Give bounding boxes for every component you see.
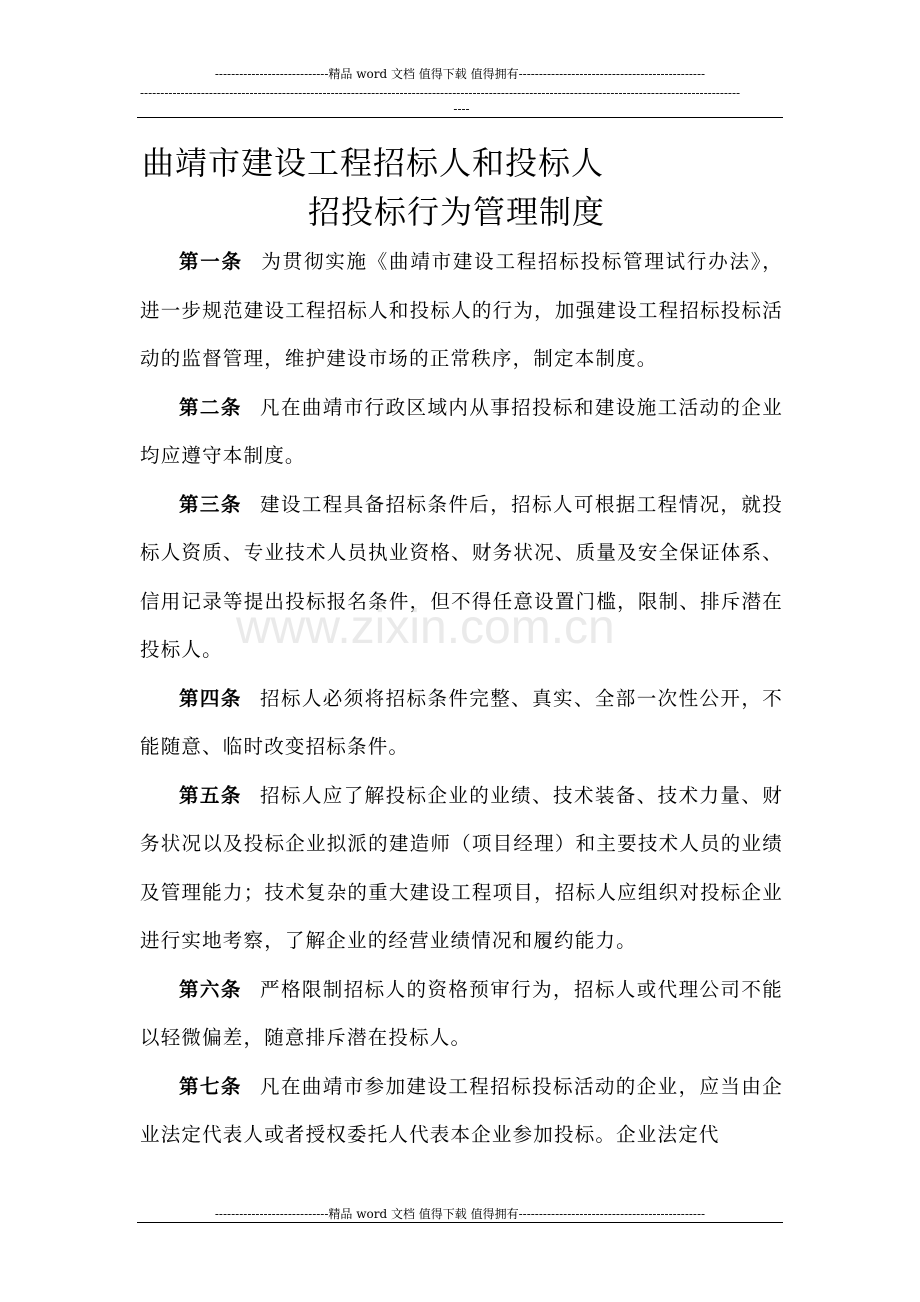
page-header-dashes: ---------------------------------------------------------------------------------------------------------------------------------------------------- xyxy=(140,86,741,100)
footer-divider xyxy=(137,1222,783,1223)
watermark: www.zixin.com.cn xyxy=(236,601,615,654)
document-body xyxy=(140,238,783,1160)
article-heading: 第三条 xyxy=(179,492,242,516)
article-text: 凡在曲靖市参加建设工程招标投标活动的企业，应当由企业法定代表人或者授权委托人代表本企业参加投标。企业法定代 xyxy=(140,1074,783,1146)
article-text: 招标人必须将招标条件完整、真实、全部一次性公开，不能随意、临时改变招标条件。 xyxy=(140,686,783,758)
page-footer-text: ----------------------------精品 word 文档 值得下载 值得拥有---------------------------------------------- xyxy=(214,1207,706,1221)
article-heading: 第四条 xyxy=(179,686,242,710)
article-7 xyxy=(140,1063,783,1160)
article-text: 招标人应了解投标企业的业绩、技术装备、技术力量、财务状况以及投标企业拟派的建造师（项目经理）和主要技术人员的业绩及管理能力；技术复杂的重大建设工程项目，招标人应组织对投标企业进行实地考察，了解企业的经营业绩情况和履约能力。 xyxy=(140,783,783,952)
page-header-dashes-tail: ---- xyxy=(453,102,470,116)
article-2 xyxy=(140,384,783,481)
article-text: 严格限制招标人的资格预审行为，招标人或代理公司不能以轻微偏差，随意排斥潜在投标人。 xyxy=(140,977,783,1049)
page-header-text: ----------------------------精品 word 文档 值得下载 值得拥有---------------------------------------------- xyxy=(214,67,706,81)
header-divider xyxy=(137,117,783,118)
article-5 xyxy=(140,772,783,966)
article-heading: 第二条 xyxy=(179,395,242,419)
article-heading: 第七条 xyxy=(179,1074,242,1098)
article-heading: 第五条 xyxy=(179,783,242,807)
document-title-line1: 曲靖市建设工程招标人和投标人 xyxy=(142,144,605,182)
article-text: 为贯彻实施《曲靖市建设工程招标投标管理试行办法》，进一步规范建设工程招标人和投标人的行为，加强建设工程招标投标活动的监督管理，维护建设市场的正常秩序，制定本制度。 xyxy=(140,250,783,370)
article-heading: 第一条 xyxy=(179,250,243,273)
article-3 xyxy=(140,481,783,675)
article-4 xyxy=(140,675,783,772)
document-title-line2: 招投标行为管理制度 xyxy=(308,193,606,231)
article-text: 凡在曲靖市行政区域内从事招投标和建设施工活动的企业均应遵守本制度。 xyxy=(140,395,783,467)
article-6 xyxy=(140,966,783,1063)
article-1 xyxy=(140,238,783,384)
article-text: 建设工程具备招标条件后，招标人可根据工程情况，就投标人资质、专业技术人员执业资格、财务状况、质量及安全保证体系、信用记录等提出投标报名条件，但不得任意设置门槛，限制、排斥潜在投标人。 xyxy=(140,492,783,661)
article-heading: 第六条 xyxy=(179,977,242,1001)
